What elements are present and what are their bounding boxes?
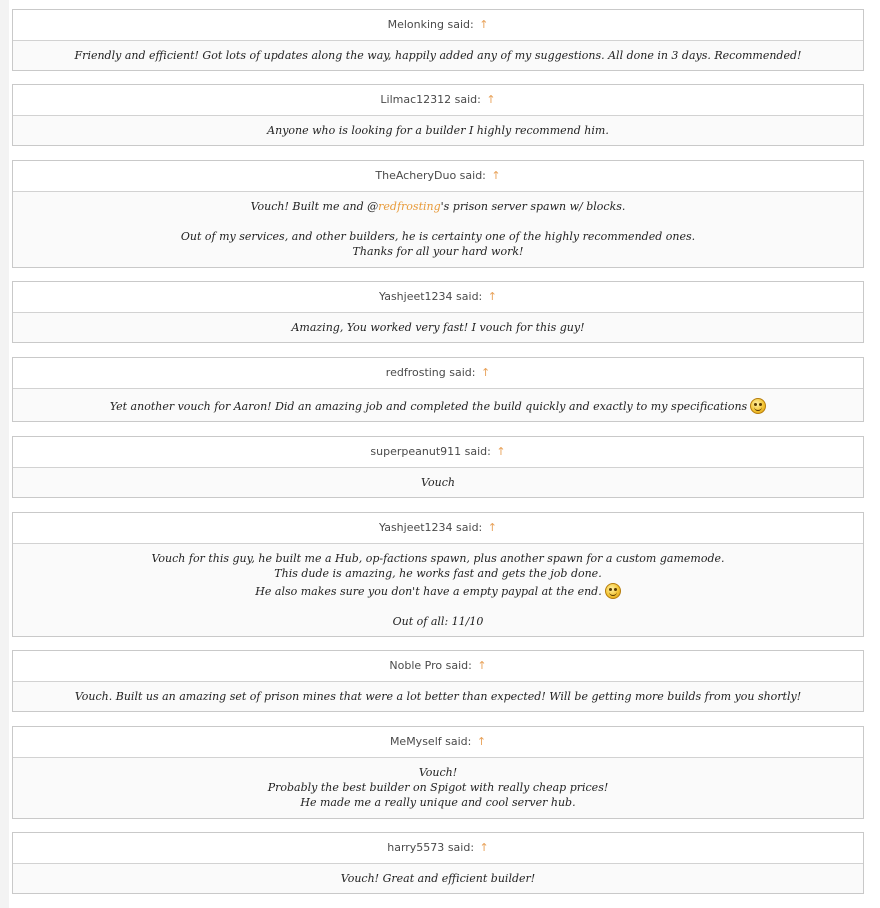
jump-to-post-arrow-icon[interactable]: ↑ [496,445,506,458]
quote-text: He made me a really unique and cool server hub. [300,796,576,809]
quote-text: Probably the best builder on Spigot with really cheap prices! [267,781,609,794]
user-mention-link[interactable]: redfrosting [378,200,441,213]
jump-to-post-arrow-icon[interactable]: ↑ [477,659,487,672]
quote-header [13,437,863,468]
jump-to-post-arrow-icon[interactable]: ↑ [491,169,501,182]
quote-header [13,358,863,389]
quote-author-link[interactable]: Noble Pro [389,659,443,672]
quote-author-link[interactable]: Yashjeet1234 [379,521,453,534]
quote-header [13,10,863,41]
said-label: said: [464,445,491,458]
quote-header [13,513,863,544]
said-label: said: [445,735,472,748]
quote-author-link[interactable]: superpeanut911 [370,445,462,458]
quote-text: Amazing, You worked very fast! I vouch for this guy! [291,321,585,334]
line-gap [23,599,853,614]
smiley-icon [750,398,766,414]
quote-body [13,116,863,145]
quote-text: Out of my services, and other builders, he is certainty one of the highly recommended ones. [180,230,696,243]
quote-block [12,726,864,819]
jump-to-post-arrow-icon[interactable]: ↑ [480,366,491,379]
quote-header [13,833,863,864]
quote-block [12,512,864,637]
quote-text-part: 's prison server spawn w/ blocks. [440,200,626,213]
quote-text: Vouch! Great and efficient builder! [340,872,536,885]
quote-body [13,544,863,636]
said-label: said: [449,366,476,379]
jump-to-post-arrow-icon[interactable]: ↑ [476,735,487,748]
said-label: said: [456,290,483,303]
jump-to-post-arrow-icon[interactable]: ↑ [487,521,497,534]
quote-text-part: He also makes sure you don't have a empty paypal at the end. [255,585,602,598]
quote-text: Vouch! [418,766,458,779]
quote-author-link[interactable]: MeMyself [389,735,442,748]
quote-text: Friendly and efficient! Got lots of updates along the way, happily added any of my suggestions. All done in 3 days. Recommended! [74,49,802,62]
quote-body [13,758,863,817]
quote-block [12,650,864,712]
jump-to-post-arrow-icon[interactable]: ↑ [479,841,489,854]
quote-text [23,398,853,414]
quote-author-link[interactable]: harry5573 [387,841,445,854]
quote-text: Thanks for all your hard work! [352,245,524,258]
said-label: said: [456,521,483,534]
jump-to-post-arrow-icon[interactable]: ↑ [487,290,497,303]
quote-body [13,313,863,342]
quote-header [13,161,863,192]
quote-author-link[interactable]: Melonking [387,18,444,31]
quote-header [13,282,863,313]
said-label: said: [459,169,486,182]
quote-text: Vouch. Built us an amazing set of prison mines that were a lot better than expected! Will be getting more builds from you shortly! [74,690,802,703]
quote-block [12,160,864,268]
said-label: said: [447,18,474,31]
quote-body [13,389,863,421]
quote-author-link[interactable]: redfrosting [385,366,446,379]
quote-block [12,9,864,71]
quote-author-link[interactable]: Yashjeet1234 [379,290,453,303]
quote-block [12,281,864,343]
quote-header [13,727,863,758]
quote-author-link[interactable]: Lilmac12312 [380,93,452,106]
quote-text: This dude is amazing, he works fast and gets the job done. [274,567,602,580]
quote-text-part: Yet another vouch for Aaron! Did an amazing job and completed the build quickly and exactly to my specifications [109,400,748,413]
jump-to-post-arrow-icon[interactable]: ↑ [479,18,489,31]
quote-body [13,41,863,70]
quote-text: Vouch for this guy, he built me a Hub, op-factions spawn, plus another spawn for a custom gamemode. [151,552,725,565]
quote-body [13,682,863,711]
quote-block [12,436,864,498]
quote-text-part: Vouch! Built me and @ [250,200,379,213]
quote-body [13,864,863,893]
quote-text [23,583,853,599]
quote-header [13,85,863,116]
quote-text: Vouch [421,476,455,489]
left-rail [0,0,9,908]
jump-to-post-arrow-icon[interactable]: ↑ [486,93,496,106]
quote-text: Out of all: 11/10 [392,615,484,628]
quote-text: Anyone who is looking for a builder I highly recommend him. [267,124,609,137]
said-label: said: [445,659,472,672]
quote-header [13,651,863,682]
quote-block [12,84,864,146]
quote-text [23,199,853,214]
said-label: said: [454,93,481,106]
smiley-icon [605,583,621,599]
line-gap [23,214,853,229]
quote-block [12,357,864,422]
quote-author-link[interactable]: TheAcheryDuo [375,169,457,182]
quote-block [12,832,864,894]
said-label: said: [447,841,475,854]
quote-body [13,468,863,497]
quote-body [13,192,863,266]
